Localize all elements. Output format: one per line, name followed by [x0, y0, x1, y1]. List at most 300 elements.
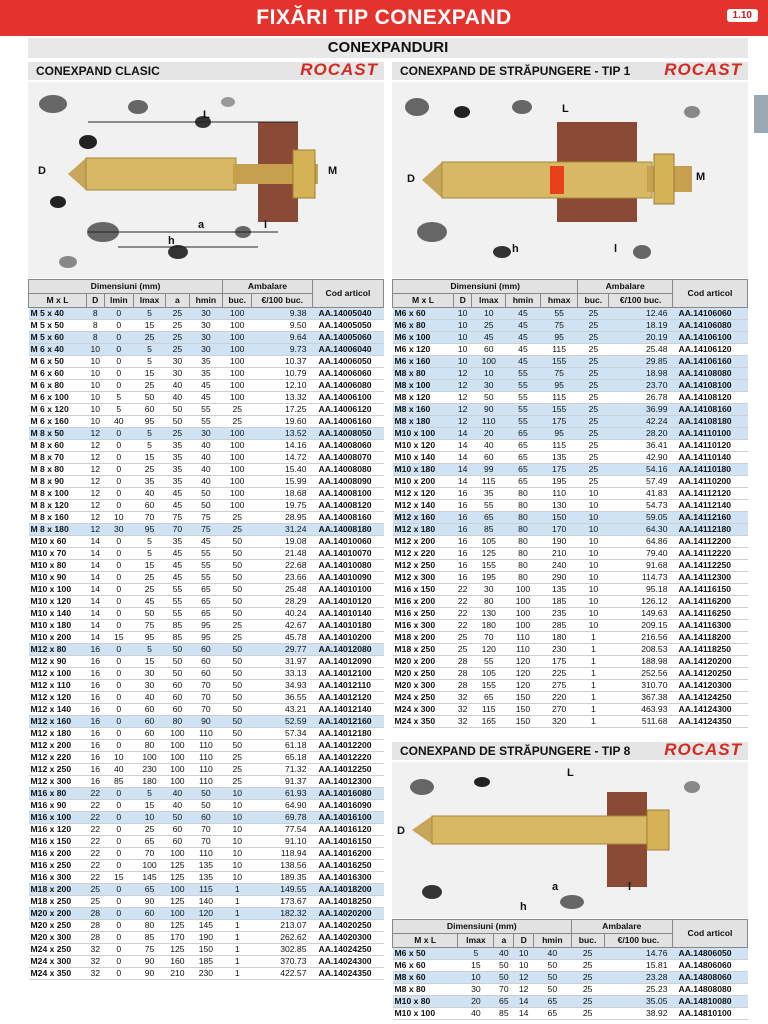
table-cell: 25 [578, 356, 609, 368]
table-row [393, 948, 748, 960]
table-row [29, 872, 384, 884]
table-cell: 16 [86, 644, 104, 656]
anchor-drawing [392, 82, 748, 278]
table-cell: 30 [189, 332, 222, 344]
table-cell: 28 [453, 668, 472, 680]
table-cell: M20 x 200 [29, 908, 87, 920]
table-cell: 12 [514, 984, 534, 996]
table-cell: 35 [472, 488, 506, 500]
table-row [29, 440, 384, 452]
table-tip1 [392, 279, 748, 728]
table-cell: 100 [223, 452, 252, 464]
table-cell: AA.14018250 [313, 896, 384, 908]
table-cell: M10 x 120 [29, 596, 87, 608]
table-cell: M20 x 300 [29, 932, 87, 944]
table-cell: M12 x 100 [29, 668, 87, 680]
table-row [393, 560, 748, 572]
table-cell: 45 [506, 344, 541, 356]
table-cell: 15.99 [252, 476, 313, 488]
table-cell: 100 [223, 332, 252, 344]
table-cell: 10 [104, 512, 133, 524]
dim-label-l-small: l [264, 219, 268, 231]
table-cell: 50 [223, 692, 252, 704]
table-cell: 65 [506, 476, 541, 488]
table-cell: M12 x 140 [393, 500, 454, 512]
table-row [393, 356, 748, 368]
table-cell: 16 [86, 704, 104, 716]
table-cell: 235 [540, 608, 577, 620]
table-cell: 5 [134, 548, 166, 560]
table-cell: 60 [189, 644, 222, 656]
table-cell: 50 [223, 560, 252, 572]
table-cell: 14.76 [604, 948, 672, 960]
table-row [393, 584, 748, 596]
table-cell: 32 [453, 704, 472, 716]
table-cell: 150 [506, 704, 541, 716]
table-cell: 35 [166, 440, 190, 452]
dim-label-d: D [38, 165, 46, 177]
table-cell: 25 [571, 948, 604, 960]
table-cell: 45 [166, 572, 190, 584]
table-cell: M24 x 250 [29, 944, 87, 956]
col-header: hmin [189, 294, 222, 308]
table-cell: 57.49 [609, 476, 673, 488]
table-cell: 10 [453, 332, 472, 344]
table-cell: 100 [166, 764, 190, 776]
table-cell: 10 [86, 404, 104, 416]
table-cell: 25 [223, 764, 252, 776]
table-cell: 30 [134, 668, 166, 680]
table-cell: M 8 x 120 [29, 500, 87, 512]
table-cell: 0 [104, 704, 133, 716]
table-cell: 30 [189, 320, 222, 332]
table-cell: 55 [166, 608, 190, 620]
table-cell: 35 [189, 368, 222, 380]
table-cell: 80 [472, 596, 506, 608]
table-cell: 50 [189, 788, 222, 800]
table-cell: 90 [134, 968, 166, 980]
table-cell: 25 [223, 512, 252, 524]
table-cell: 100 [166, 752, 190, 764]
table-cell: 15 [134, 368, 166, 380]
table-cell: 35 [166, 476, 190, 488]
table-cell: AA.14006160 [313, 416, 384, 428]
col-header-cod: Cod articol [673, 920, 748, 948]
table-cell: 25 [134, 464, 166, 476]
table-cell: 40.24 [252, 608, 313, 620]
table-cell: AA.14806050 [673, 948, 748, 960]
table-cell: 64.90 [252, 800, 313, 812]
table-cell: AA.14012220 [313, 752, 384, 764]
table-cell: 32 [86, 956, 104, 968]
table-cell: 65 [134, 884, 166, 896]
table-cell: 12 [453, 404, 472, 416]
table-cell: 1 [223, 968, 252, 980]
table-cell: M8 x 100 [393, 380, 454, 392]
table-row [29, 692, 384, 704]
table-cell: 14 [453, 464, 472, 476]
table-cell: 69.78 [252, 812, 313, 824]
table-cell: 25 [578, 452, 609, 464]
table-cell: M10 x 90 [29, 572, 87, 584]
table-cell: 22 [453, 620, 472, 632]
table-cell: 95 [134, 524, 166, 536]
table-cell: M 6 x 60 [29, 368, 87, 380]
table-cell: 0 [104, 620, 133, 632]
table-cell: 55 [472, 656, 506, 668]
table-row [393, 344, 748, 356]
table-row [29, 308, 384, 320]
table-cell: AA.14008180 [313, 524, 384, 536]
table-cell: AA.14116200 [673, 596, 748, 608]
table-cell: 135 [189, 872, 222, 884]
table-cell: 10 [86, 344, 104, 356]
table-cell: 50 [223, 608, 252, 620]
table-cell: 10 [453, 320, 472, 332]
section-title-clasic: CONEXPAND CLASIC [36, 64, 160, 78]
table-cell: M18 x 200 [393, 632, 454, 644]
table-cell: 55 [189, 560, 222, 572]
table-cell: 100 [166, 848, 190, 860]
table-cell: M8 x 180 [393, 416, 454, 428]
table-cell: 17.25 [252, 404, 313, 416]
table-cell: 15 [104, 872, 133, 884]
table-cell: 10.37 [252, 356, 313, 368]
table-cell: M12 x 300 [29, 776, 87, 788]
rocast-logo: ROCAST [664, 60, 742, 79]
col-header: €/100 buc. [609, 294, 673, 308]
table-cell: 60 [166, 704, 190, 716]
table-cell: 25 [223, 404, 252, 416]
table-cell: 9.38 [252, 308, 313, 320]
table-cell: 25 [166, 332, 190, 344]
table-cell: 70 [134, 848, 166, 860]
table-cell: 50 [223, 644, 252, 656]
table-cell: 302.85 [252, 944, 313, 956]
table-cell: AA.14112220 [673, 548, 748, 560]
table-cell: 209.15 [609, 620, 673, 632]
table-cell: 149.55 [252, 884, 313, 896]
table-cell: 60 [472, 344, 506, 356]
table-row [393, 368, 748, 380]
table-cell: 60 [189, 668, 222, 680]
group-header-dims: Dimensiuni (mm) [29, 280, 223, 294]
table-cell: 45 [189, 380, 222, 392]
table-cell: 110 [506, 644, 541, 656]
table-row [29, 512, 384, 524]
table-cell: 225 [540, 668, 577, 680]
table-cell: 40 [472, 440, 506, 452]
table-cell: 70 [189, 824, 222, 836]
section-bar-tip1 [392, 62, 748, 80]
table-cell: M8 x 80 [393, 368, 454, 380]
table-row [29, 704, 384, 716]
table-cell: 155 [472, 560, 506, 572]
table-cell: 8 [86, 332, 104, 344]
table-cell: 100 [223, 356, 252, 368]
table-cell: 50 [134, 608, 166, 620]
table-cell: 95 [189, 620, 222, 632]
table-cell: 0 [104, 656, 133, 668]
table-cell: 28 [86, 932, 104, 944]
table-cell: 1 [578, 644, 609, 656]
col-header: D [86, 294, 104, 308]
table-row [29, 944, 384, 956]
table-cell: M 8 x 60 [29, 440, 87, 452]
table-cell: 90 [134, 956, 166, 968]
table-cell: 0 [104, 944, 133, 956]
table-row [29, 848, 384, 860]
table-cell: 25 [134, 380, 166, 392]
table-cell: 9.50 [252, 320, 313, 332]
table-cell: 25 [578, 344, 609, 356]
table-cell: M12 x 160 [29, 716, 87, 728]
table-cell: 5 [134, 440, 166, 452]
table-cell: M20 x 200 [393, 656, 454, 668]
table-cell: 12 [514, 972, 534, 984]
table-cell: AA.14016300 [313, 872, 384, 884]
col-header: M x L [29, 294, 87, 308]
table-cell: 110 [540, 488, 577, 500]
table-cell: AA.14124300 [673, 704, 748, 716]
table-cell: 35.05 [604, 996, 672, 1008]
table-cell: 150 [506, 716, 541, 728]
table-cell: M8 x 60 [393, 972, 458, 984]
table-row [29, 968, 384, 980]
table-row [393, 548, 748, 560]
table-cell: 195 [472, 572, 506, 584]
table-cell: 150 [540, 512, 577, 524]
table-cell: 180 [134, 776, 166, 788]
table-cell: 91.37 [252, 776, 313, 788]
table-cell: 16 [453, 536, 472, 548]
table-cell: 35 [166, 452, 190, 464]
table-cell: 25 [223, 752, 252, 764]
table-cell: 120 [506, 680, 541, 692]
table-cell: 290 [540, 572, 577, 584]
section-title-tip8: CONEXPAND DE STRĂPUNGERE - TIP 8 [400, 744, 631, 758]
table-cell: M 8 x 100 [29, 488, 87, 500]
table-row [29, 824, 384, 836]
table-cell: 0 [104, 596, 133, 608]
table-cell: 10 [86, 392, 104, 404]
table-row [393, 668, 748, 680]
col-header: buc. [223, 294, 252, 308]
col-header: lmax [134, 294, 166, 308]
table-cell: 12 [86, 464, 104, 476]
table-cell: AA.14012090 [313, 656, 384, 668]
table-row [393, 416, 748, 428]
table-cell: 90 [189, 716, 222, 728]
table-cell: 135 [189, 860, 222, 872]
table-cell: AA.14110100 [673, 428, 748, 440]
table-cell: 115 [540, 440, 577, 452]
table-cell: 25 [578, 392, 609, 404]
table-cell: 80 [134, 740, 166, 752]
table-cell: 22 [86, 812, 104, 824]
table-row [29, 716, 384, 728]
table-cell: 79.40 [609, 548, 673, 560]
table-cell: 170 [540, 524, 577, 536]
table-cell: 70 [134, 512, 166, 524]
table-cell: AA.14120300 [673, 680, 748, 692]
table-cell: 1 [223, 908, 252, 920]
table-cell: 1 [578, 668, 609, 680]
table-cell: 38.92 [604, 1008, 672, 1020]
table-cell: AA.14005040 [313, 308, 384, 320]
table-cell: 35 [134, 476, 166, 488]
table-cell: 16 [453, 572, 472, 584]
table-cell: M24 x 350 [29, 968, 87, 980]
col-header: lmin [104, 294, 133, 308]
table-cell: 10 [514, 948, 534, 960]
table-cell: AA.14116300 [673, 620, 748, 632]
table-row [29, 320, 384, 332]
table-cell: 61.93 [252, 788, 313, 800]
table-row [393, 500, 748, 512]
table-cell: AA.14006050 [313, 356, 384, 368]
table-cell: 65 [534, 996, 571, 1008]
table-cell: 60 [134, 728, 166, 740]
table-cell: 310.70 [609, 680, 673, 692]
table-row [29, 836, 384, 848]
table-cell: 110 [189, 764, 222, 776]
table-cell: 0 [104, 680, 133, 692]
table-cell: 240 [540, 560, 577, 572]
table-cell: 65 [472, 692, 506, 704]
table-cell: 190 [540, 536, 577, 548]
table-cell: AA.14118250 [673, 644, 748, 656]
page-title: FIXĂRI TIP CONEXPAND [256, 6, 512, 29]
dim-label-l: L [562, 103, 569, 115]
table-cell: AA.14008160 [313, 512, 384, 524]
table-cell: M18 x 250 [393, 644, 454, 656]
table-cell: M 8 x 80 [29, 464, 87, 476]
table-row [29, 752, 384, 764]
table-cell: 115 [472, 704, 506, 716]
table-cell: 40 [166, 788, 190, 800]
table-row [393, 596, 748, 608]
table-cell: AA.14016100 [313, 812, 384, 824]
table-cell: 100 [134, 860, 166, 872]
table-cell: AA.14010100 [313, 584, 384, 596]
table-cell: 22 [86, 800, 104, 812]
table-cell: AA.14110180 [673, 464, 748, 476]
table-cell: 40 [166, 380, 190, 392]
table-cell: 30 [166, 356, 190, 368]
table-cell: 160 [166, 956, 190, 968]
table-cell: 14 [86, 560, 104, 572]
table-cell: 25 [578, 464, 609, 476]
table-cell: 40 [189, 452, 222, 464]
table-cell: M16 x 200 [29, 848, 87, 860]
table-cell: 14 [453, 476, 472, 488]
table-cell: 36.41 [609, 440, 673, 452]
table-cell: 100 [223, 500, 252, 512]
col-header: lmax [458, 934, 494, 948]
table-cell: 95 [134, 632, 166, 644]
table-cell: 16 [453, 512, 472, 524]
table-row [29, 884, 384, 896]
table-cell: M12 x 120 [29, 692, 87, 704]
table-row [29, 560, 384, 572]
table-cell: AA.14120200 [673, 656, 748, 668]
table-cell: M16 x 300 [29, 872, 87, 884]
table-cell: 1 [223, 932, 252, 944]
table-cell: 40 [166, 392, 190, 404]
table-clasic [28, 279, 384, 980]
table-cell: 0 [104, 440, 133, 452]
table-cell: 0 [104, 368, 133, 380]
side-tab-marker [754, 95, 768, 133]
table-cell: M6 x 50 [393, 948, 458, 960]
table-cell: 45 [506, 332, 541, 344]
page-header [0, 0, 768, 36]
rocast-logo: ROCAST [664, 740, 742, 759]
table-row [29, 416, 384, 428]
table-cell: 10 [223, 848, 252, 860]
table-cell: 23.70 [609, 380, 673, 392]
table-cell: AA.14008080 [313, 464, 384, 476]
table-cell: 216.56 [609, 632, 673, 644]
table-row [29, 776, 384, 788]
table-cell: 8 [86, 308, 104, 320]
table-cell: 16 [453, 500, 472, 512]
table-cell: 115 [189, 884, 222, 896]
table-cell: 50 [223, 668, 252, 680]
table-cell: 65 [534, 1008, 571, 1020]
table-cell: 22 [86, 872, 104, 884]
table-cell: 15 [134, 452, 166, 464]
table-cell: 25 [223, 524, 252, 536]
table-cell: 22 [453, 584, 472, 596]
table-cell: AA.14008090 [313, 476, 384, 488]
table-cell: 25 [578, 332, 609, 344]
table-cell: 85 [472, 524, 506, 536]
table-cell: 30 [134, 680, 166, 692]
table-cell: 40 [166, 800, 190, 812]
table-cell: 25 [578, 404, 609, 416]
table-cell: 100 [223, 380, 252, 392]
anchor-drawing [392, 762, 748, 918]
table-row [29, 572, 384, 584]
table-cell: M 6 x 100 [29, 392, 87, 404]
table-cell: 42.67 [252, 620, 313, 632]
table-cell: 9.64 [252, 332, 313, 344]
table-cell: 320 [540, 716, 577, 728]
table-cell: 16 [453, 524, 472, 536]
table-cell: 50 [223, 656, 252, 668]
dim-label-l-small: l [614, 243, 618, 255]
table-cell: 80 [506, 560, 541, 572]
table-cell: 175 [540, 464, 577, 476]
table-cell: 80 [506, 512, 541, 524]
table-cell: AA.14024250 [313, 944, 384, 956]
anchor-illustration-tip8 [392, 762, 748, 918]
table-cell: 100 [223, 488, 252, 500]
table-cell: 12 [86, 512, 104, 524]
table-cell: 0 [104, 548, 133, 560]
table-cell: 45 [506, 308, 541, 320]
table-cell: AA.14108160 [673, 404, 748, 416]
table-cell: 5 [458, 948, 494, 960]
table-cell: 30 [104, 524, 133, 536]
table-cell: AA.14012080 [313, 644, 384, 656]
table-cell: 270 [540, 704, 577, 716]
table-cell: 10 [578, 548, 609, 560]
table-cell: M16 x 300 [393, 620, 454, 632]
table-cell: 40 [534, 948, 571, 960]
